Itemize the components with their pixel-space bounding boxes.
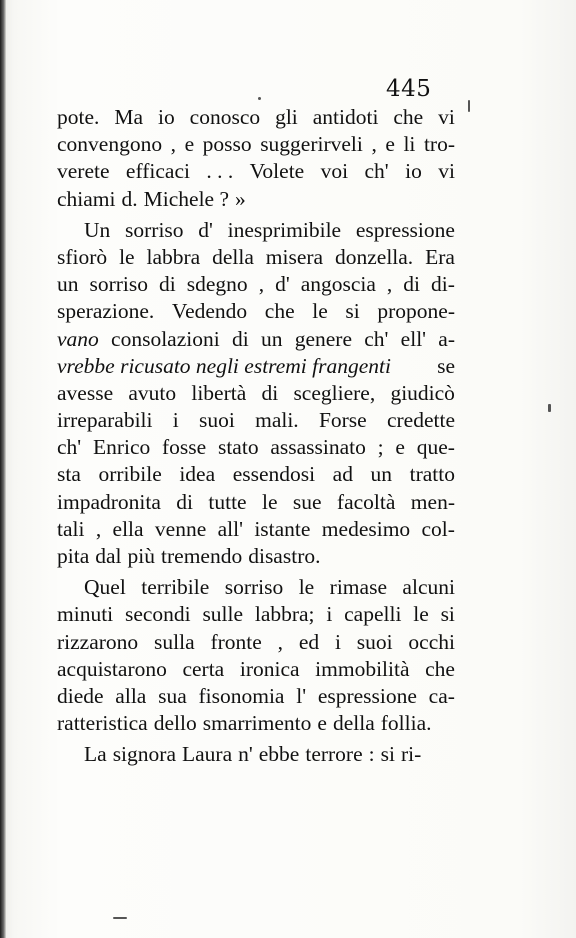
word: vano [57, 326, 99, 351]
word: Volete [249, 159, 305, 184]
word: ironica [239, 656, 300, 681]
word: le [413, 602, 429, 627]
word: giudicò [390, 380, 455, 405]
word: i [334, 629, 341, 654]
word: sorriso [224, 575, 284, 600]
word: sua [158, 683, 187, 708]
word: minuti [57, 602, 114, 627]
paper-speck [548, 404, 551, 412]
word: a- [438, 326, 455, 351]
text-line [57, 158, 455, 185]
page-text [57, 104, 455, 769]
word: ch' [364, 326, 389, 351]
word: Enrico [92, 435, 151, 460]
page-number: 445 [386, 76, 432, 102]
word: chiami [57, 186, 116, 211]
word: ad [332, 462, 353, 487]
word: sorriso [89, 272, 149, 297]
word: labbra; [254, 602, 315, 627]
word: impadronita [57, 489, 161, 514]
word: terribile [141, 575, 210, 600]
text-line [57, 601, 455, 628]
word: sperazione. [57, 299, 155, 324]
word: terrore [305, 742, 363, 767]
word: d' [275, 272, 290, 297]
word: della [212, 244, 254, 269]
text-line [57, 629, 455, 656]
word: smarrimento [202, 711, 312, 736]
text-line [57, 710, 455, 737]
word: un [260, 326, 283, 351]
word: un [57, 272, 79, 297]
word: suoi [356, 629, 393, 654]
word: all' [217, 516, 243, 541]
word: follia. [380, 711, 432, 736]
word: vi [438, 159, 455, 184]
word: io [405, 159, 422, 184]
word: propone- [377, 299, 455, 324]
word: verete [57, 159, 110, 184]
word: più [127, 544, 156, 568]
word: di [261, 380, 279, 405]
word: un [370, 462, 393, 487]
word: donzella. [334, 244, 414, 269]
text-line [57, 461, 455, 488]
text-line [57, 489, 455, 516]
word: che [393, 105, 424, 129]
word: acquistarono [57, 656, 167, 681]
word: Laura [181, 742, 233, 767]
word: sue [292, 489, 322, 514]
word: si [380, 742, 395, 767]
word: i [172, 408, 179, 433]
text-line [57, 271, 455, 298]
word: , [170, 132, 177, 157]
word: inesprimibile [227, 217, 342, 242]
text-line [57, 217, 455, 244]
word: le [119, 244, 135, 269]
word: Quel [84, 575, 126, 600]
word: di [231, 326, 249, 351]
text-line [57, 741, 455, 768]
text-line [57, 244, 455, 271]
word: le [261, 489, 278, 514]
word: signora [112, 742, 176, 767]
word: occhi [408, 629, 455, 654]
word: col- [421, 516, 455, 541]
text-line [57, 407, 455, 434]
word: ebbe [258, 742, 300, 767]
word: , [386, 272, 393, 297]
word: che [264, 299, 295, 324]
text-line [57, 434, 455, 461]
text-line [57, 543, 455, 570]
paper-speck [468, 100, 470, 112]
word: io [157, 105, 175, 129]
word: immobilità [315, 656, 410, 681]
word: misera [265, 244, 324, 269]
text-line [57, 574, 455, 601]
word: alcuni [402, 575, 455, 600]
word: ri- [400, 742, 422, 767]
word: : [368, 742, 375, 767]
word: tutte [208, 489, 247, 514]
word: ell' [400, 326, 427, 351]
word: disastro. [248, 544, 321, 568]
word: avesse [57, 380, 114, 405]
text-line [57, 683, 455, 710]
word: ella [112, 516, 144, 541]
text-line [57, 298, 455, 325]
text-line [57, 516, 455, 543]
word: ch' [364, 159, 389, 184]
word: que- [416, 435, 455, 460]
word: e [184, 132, 195, 157]
word: » [235, 186, 246, 211]
page-binding-edge [0, 0, 6, 938]
word: n' [238, 742, 253, 767]
word: tali [57, 516, 85, 541]
word: voi [320, 159, 349, 184]
word: mali. [255, 408, 299, 433]
word: avuto [128, 380, 177, 405]
word: orribile [98, 462, 162, 487]
word: venne [154, 516, 207, 541]
word: espressione [355, 217, 455, 242]
word: Forse [318, 408, 367, 433]
text-line [57, 656, 455, 683]
word: , [95, 516, 102, 541]
word: convengono [57, 132, 163, 157]
word: certa [182, 656, 225, 681]
text-line [57, 326, 455, 353]
word: pita [57, 544, 90, 568]
word: si [345, 299, 360, 324]
word: posso [202, 132, 252, 157]
word: di- [431, 272, 455, 297]
word: tratto [409, 462, 455, 487]
text-line [57, 186, 455, 213]
word: assassinato [270, 435, 366, 460]
word: le [298, 575, 315, 600]
word: facoltà [336, 489, 396, 514]
word: alla [115, 683, 147, 708]
word: e [385, 132, 395, 157]
word: ca- [428, 683, 455, 708]
word: dello [153, 711, 197, 736]
word: capelli [344, 602, 402, 627]
word: idea [179, 462, 216, 487]
word: sfiorò [57, 244, 108, 269]
word: i [326, 602, 333, 627]
word: sorriso [125, 217, 184, 242]
text-line [57, 380, 455, 407]
word: si [440, 602, 455, 627]
word: e [395, 435, 405, 460]
paper-speck [258, 97, 261, 100]
word: tremendo [161, 544, 243, 568]
word: labbra [146, 244, 201, 269]
word: vrebbe ricusato negli estremi frangenti [57, 353, 391, 378]
word: di [159, 272, 176, 297]
word: essendosi [232, 462, 316, 487]
word: credette [386, 408, 455, 433]
word: , [258, 272, 265, 297]
word: pote. [57, 105, 100, 129]
word: secondi [124, 602, 191, 627]
word: ratteristica [57, 711, 148, 736]
word: , [277, 629, 283, 654]
word: fosse [162, 435, 207, 460]
word: che [425, 656, 455, 681]
word: Era [425, 244, 455, 269]
word: tro- [423, 132, 455, 157]
text-line [57, 131, 455, 158]
word: sta [57, 462, 81, 487]
text-line [57, 104, 455, 131]
word: sulla [154, 629, 195, 654]
word: antidoti [312, 105, 379, 129]
word: suggerirveli [260, 132, 363, 157]
word: ch' [57, 435, 82, 460]
word: vi [438, 105, 455, 129]
word: medesimo [321, 516, 411, 541]
word: istante [254, 516, 311, 541]
word: se [437, 353, 455, 378]
word: stato [217, 435, 259, 460]
text-line [57, 353, 455, 380]
word: di [176, 489, 193, 514]
word: diede [57, 683, 104, 708]
word: ed [298, 629, 320, 654]
word: espressione [317, 683, 417, 708]
word: della [332, 711, 375, 736]
word: fisonomia [198, 683, 285, 708]
word: dal [95, 544, 122, 568]
word: consolazioni [111, 326, 220, 351]
word: rimase [329, 575, 387, 600]
word: libertà [191, 380, 247, 405]
word: Vedendo [171, 299, 248, 324]
paper-speck [113, 917, 127, 919]
word: men- [410, 489, 455, 514]
word: scegliere, [293, 380, 376, 405]
word: sulle [202, 602, 244, 627]
word: ; [377, 435, 384, 460]
word: efficaci [125, 159, 190, 184]
word: irreparabili [57, 408, 153, 433]
word: l' [296, 683, 307, 708]
word: angoscia [300, 272, 376, 297]
word: di [403, 272, 421, 297]
word: La [84, 742, 107, 767]
word: le [312, 299, 328, 324]
word: Michele ? [143, 186, 230, 211]
word: , [371, 132, 377, 157]
word: suoi [199, 408, 235, 433]
word: sdegno [186, 272, 248, 297]
word: Ma [114, 105, 144, 129]
word: Un [84, 217, 111, 242]
word: e [317, 711, 327, 736]
word: conosco [189, 105, 261, 129]
word: genere [294, 326, 352, 351]
word: d' [198, 217, 213, 242]
word: gli [275, 105, 298, 129]
word: fronte [210, 629, 262, 654]
word: rizzarono [57, 629, 139, 654]
word: li [403, 132, 416, 157]
word: . . . [206, 159, 234, 184]
word: d. [121, 186, 138, 211]
